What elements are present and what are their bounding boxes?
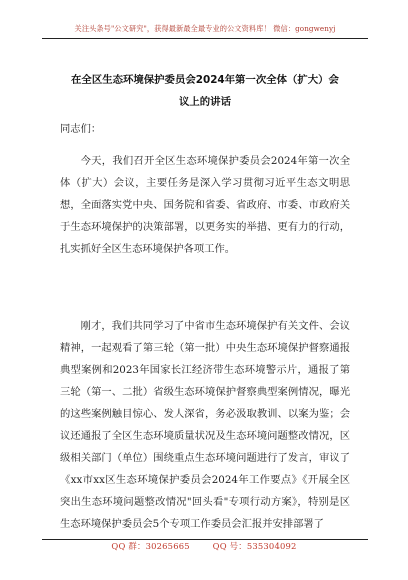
document-title-line-2: 议上的讲话	[179, 96, 231, 108]
page-header	[42, 21, 368, 39]
body-paragraph-1: 今天，我们召开全区生态环境保护委员会2024年第一次全体（扩大）会议，主要任务是深入学习贯彻习近平生态文明思想，全面落实党中央、国务院和省委、省政府、市委、市政府关于生态环境保护的决策部署，以更务实的举措、更有力的行动，扎实抓好全区生态环境保护各项工作。	[60, 155, 350, 255]
footer-qq-number: QQ 号：535304092	[212, 541, 297, 551]
page-footer	[0, 540, 408, 552]
body-paragraph-2: 刚才，我们共同学习了中省市生态环境保护有关文件、会议精神，一起观看了第三轮（第一批）中央生态环境保护督察通报典型案例和2023年国家长江经济带生态环境警示片，通报了第三轮（第一、二批）省级生态环境保护督察典型案例情况，曝光的这些案例触目惊心、发人深省，务必汲取教训、以案为鉴；会议还通报了全区生态环境质量状况及生态环境问题整改情况，区级相关部门（单位）围绕重点生态环境问题进行了发言，审议了《xx市xx区生态环境保护委员会2024年工作要点》《开展全区突出生态环境问题整改情况"回头看"专项行动方案》，特别是区生态环境保护委员会5个专项工作委员会汇报并安排部署了	[60, 320, 350, 530]
header-promo-text: 关注头条号"公文研究"，获得最新最全最专业的公文资料库！ 微信：gongwenyj	[74, 24, 336, 33]
salutation: 同志们：	[60, 123, 102, 135]
document-title-line-1: 在全区生态环境保护委员会2024年第一次全体（扩大）会	[71, 74, 339, 86]
document-title	[44, 69, 366, 113]
footer-qq-group: QQ 群：30265665	[111, 541, 190, 551]
